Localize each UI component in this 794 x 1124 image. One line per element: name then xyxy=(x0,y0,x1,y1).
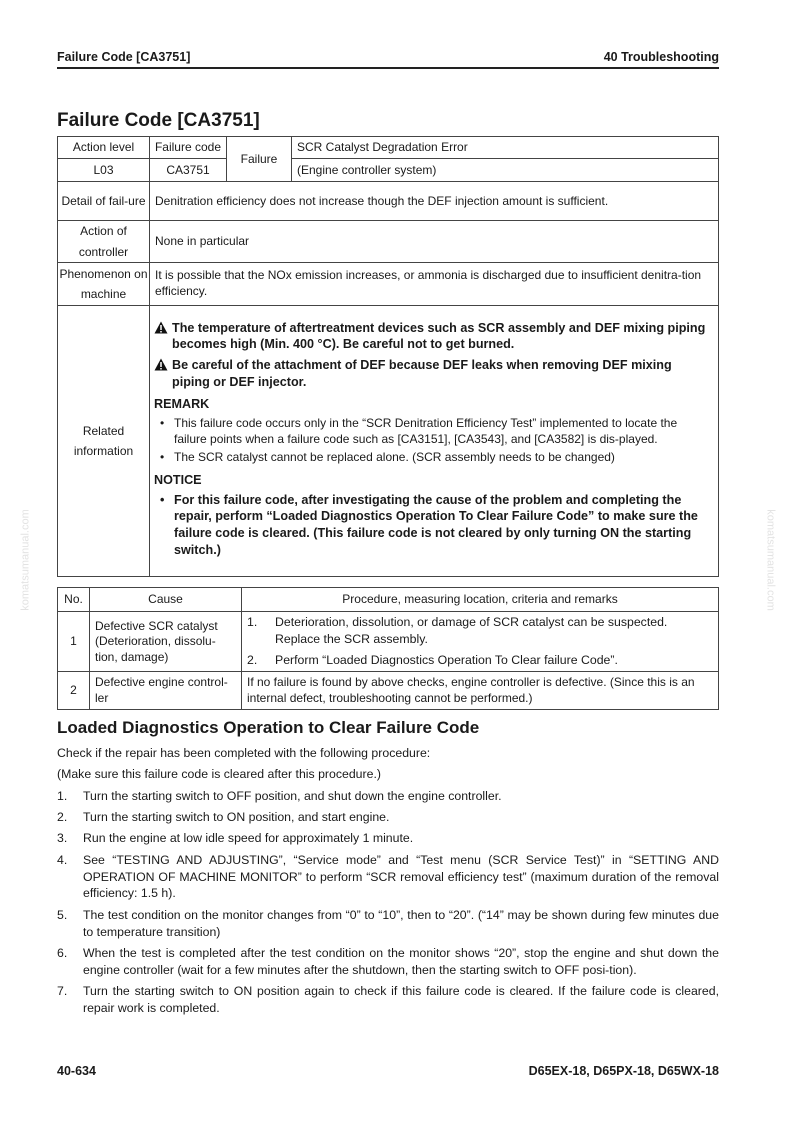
section-body xyxy=(57,745,719,1021)
page-title: Failure Code [CA3751] xyxy=(57,110,260,131)
row-procedure: If no failure is found by above checks, engine controller is defective. (Since this is an internal defect, troubleshooting cannot be performed.) xyxy=(242,672,719,710)
failure-name: SCR Catalyst Degradation Error xyxy=(292,137,719,159)
bullet: • xyxy=(160,450,165,465)
warning-triangle-icon xyxy=(154,357,172,390)
list-item: 3. Run the engine at low idle speed for approximately 1 minute. xyxy=(57,831,414,846)
related-info-label: Related information xyxy=(58,306,150,577)
watermark-right: komatsumanual.com xyxy=(764,509,777,611)
warning-triangle-icon xyxy=(154,320,172,353)
remark-item xyxy=(160,450,712,466)
notice-item xyxy=(160,492,712,558)
col-header-procedure: Procedure, measuring location, criteria and remarks xyxy=(242,588,719,612)
cause-detail: (Deterioration, dissolu-tion, damage) xyxy=(95,634,216,664)
detail-text: Denitration efficiency does not increase though the DEF injection amount is sufficient. xyxy=(150,182,719,221)
bullet: • xyxy=(160,492,165,507)
warning-item xyxy=(154,320,712,353)
procedure-step: 2. Perform “Loaded Diagnostics Operation To Clear failure Code”. xyxy=(247,652,618,667)
failure-label: Failure xyxy=(227,137,292,182)
notice-text: For this failure code, after investigating the cause of the problem and completing the repair, perform “Loaded Diagnostics Operation To Clear Failure Code” to make sure the failure code is cleared. (This failure code is not cleared by only turning ON the starting switch.) xyxy=(174,492,698,557)
failure-code-value: CA3751 xyxy=(150,159,227,182)
notice-heading: NOTICE xyxy=(154,473,202,488)
intro-text: (Make sure this failure code is cleared after this procedure.) xyxy=(57,767,381,782)
action-controller-text: None in particular xyxy=(150,221,719,263)
phenomenon-label: Phenomenon on machine xyxy=(58,263,150,306)
row-cause: Defective engine control-ler xyxy=(90,672,242,710)
page-header xyxy=(57,49,719,69)
remark-text: The SCR catalyst cannot be replaced alone. (SCR assembly needs to be changed) xyxy=(174,450,615,465)
action-level-value: L03 xyxy=(58,159,150,182)
failure-system: (Engine controller system) xyxy=(292,159,719,182)
remark-text: This failure code occurs only in the “SCR Denitration Efficiency Test” implemented to locate the failure points when a failure code such as [CA3151], [CA3543], and [CA3582] is dis-played. xyxy=(174,415,678,446)
col-header-cause: Cause xyxy=(90,588,242,612)
list-item: 1. Turn the starting switch to OFF position, and shut down the engine controller. xyxy=(57,788,502,803)
bullet: • xyxy=(160,415,165,430)
section-heading: Loaded Diagnostics Operation to Clear Failure Code xyxy=(57,718,480,737)
row-cause xyxy=(90,612,242,672)
list-item: 2. Turn the starting switch to ON position, and start engine. xyxy=(57,810,390,825)
list-item: 5. The test condition on the monitor changes from “0” to “10”, then to “20”. (“14” may be shown during few minutes due to temperature transition) xyxy=(57,907,719,939)
phenomenon-text: It is possible that the NOx emission increases, or ammonia is discharged due to insufficient denitra-tion efficiency. xyxy=(150,263,719,306)
model-names: D65EX-18, D65PX-18, D65WX-18 xyxy=(528,1064,719,1078)
failure-info-table xyxy=(57,136,719,577)
list-item: 4. See “TESTING AND ADJUSTING”, “Service mode” and “Test menu (SCR Service Test)” in “SETTING AND OPERATION OF MACHINE MONITOR” to perform “SCR removal efficiency test” (maximum duration of the removal efficiency: 1.5 h). xyxy=(57,852,719,901)
warning-text: Be careful of the attachment of DEF because DEF leaks when removing DEF mixing piping or DEF injector. xyxy=(172,357,672,389)
header-right: 40 Troubleshooting xyxy=(603,50,719,64)
row-procedure xyxy=(242,612,719,672)
action-level-label: Action level xyxy=(58,137,150,159)
list-item: 6. When the test is completed after the test condition on the monitor shows “20”, stop the engine and shut down the engine controller (wait for a few minutes after the shutdown, then the starting switch to OFF posi-tion). xyxy=(57,945,719,977)
row-no: 1 xyxy=(58,612,90,672)
action-controller-label: Action of controller xyxy=(58,221,150,263)
detail-label: Detail of fail-ure xyxy=(58,182,150,221)
row-no: 2 xyxy=(58,672,90,710)
table-row xyxy=(58,672,719,710)
related-info-content xyxy=(150,306,719,577)
watermark-left: komatsumanual.com xyxy=(19,509,32,611)
failure-code-label: Failure code xyxy=(150,137,227,159)
list-item: 7. Turn the starting switch to ON position again to check if this failure code is cleared. If the failure code is cleared, repair work is completed. xyxy=(57,984,719,1015)
col-header-no: No. xyxy=(58,588,90,612)
procedure-step: 1. Deterioration, dissolution, or damage of SCR catalyst can be suspected. Replace the SCR assembly. xyxy=(247,615,668,647)
page-number: 40-634 xyxy=(57,1064,96,1078)
header-left: Failure Code [CA3751] xyxy=(57,50,191,64)
warning-text: The temperature of aftertreatment devices such as SCR assembly and DEF mixing piping becomes high (Min. 400 °C). Be careful not to get burned. xyxy=(172,320,706,352)
warning-item xyxy=(154,357,712,390)
intro-text: Check if the repair has been completed with the following procedure: xyxy=(57,746,431,760)
remark-heading: REMARK xyxy=(154,397,210,412)
remark-item xyxy=(160,416,712,448)
cause-title: Defective SCR catalyst xyxy=(95,618,218,633)
cause-table xyxy=(57,587,719,710)
table-row xyxy=(58,612,719,672)
